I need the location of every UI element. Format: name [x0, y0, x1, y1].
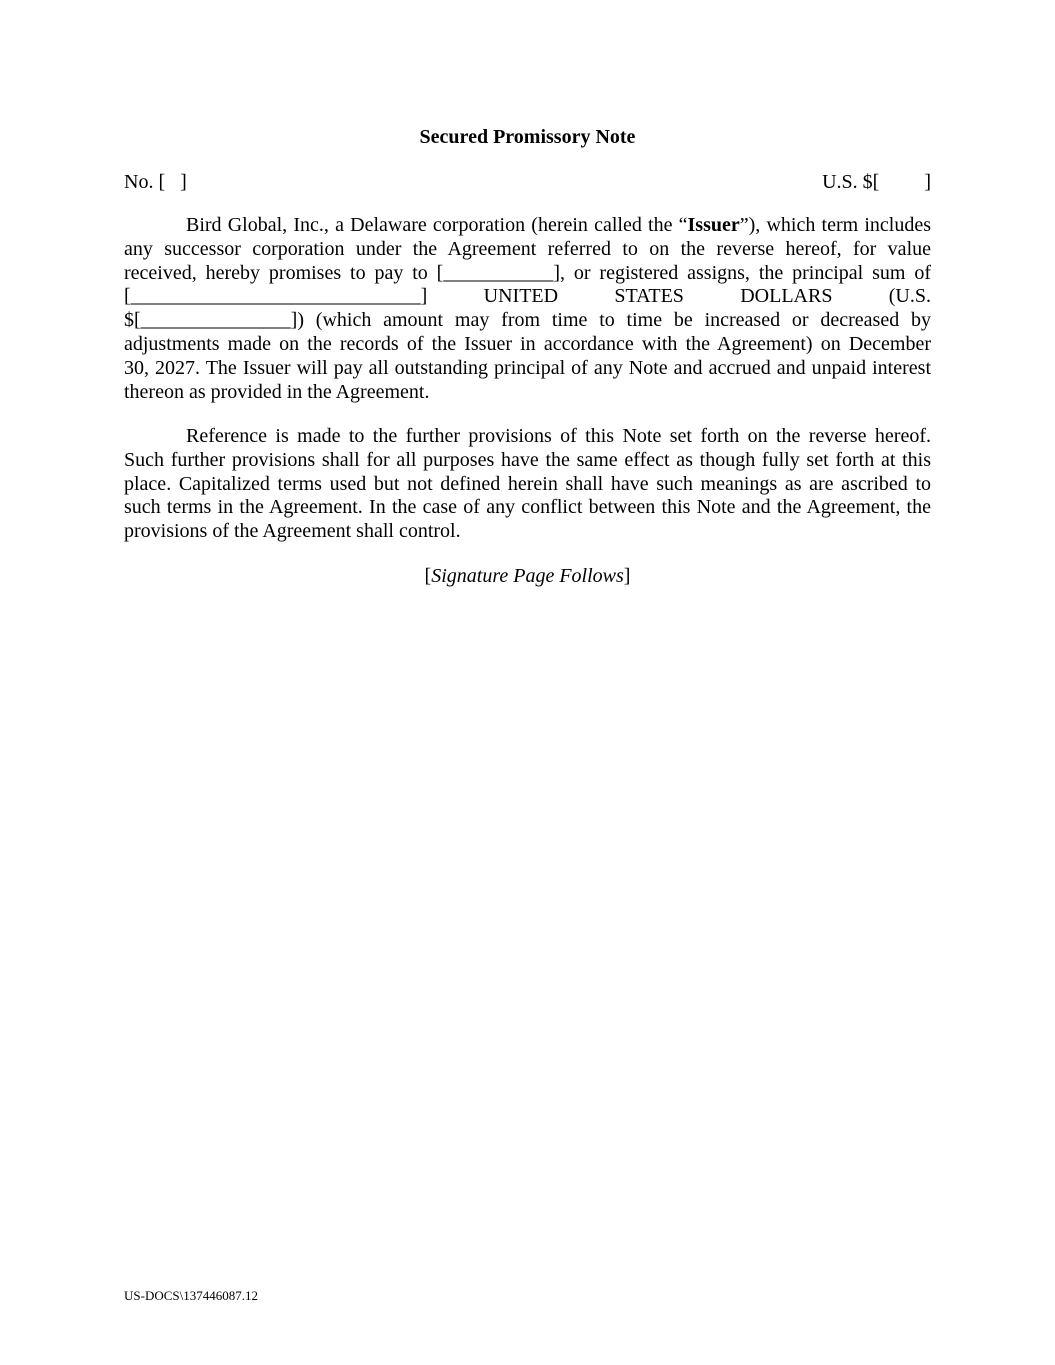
paragraph-line: place. Capitalized terms used but not defined herein shall have such meanings as are ascribed to [124, 472, 931, 495]
page-title: Secured Promissory Note [419, 126, 636, 148]
paragraph-line [124, 214, 931, 238]
bracket-open: [ [424, 565, 432, 587]
signature-page-note [0, 564, 1055, 588]
issuer-paragraph [124, 214, 931, 404]
note-header-row [124, 170, 931, 194]
bracket-close: ] [623, 565, 631, 587]
document-footer-id: US-DOCS\137446087.12 [124, 1288, 258, 1303]
signature-note-text: Signature Page Follows [431, 565, 624, 587]
paragraph-line: $[_______________]) (which amount may from time to time be increased or decreased by [124, 309, 931, 332]
paragraph-line: Reference is made to the further provisions of this Note set forth on the reverse hereof. [186, 425, 931, 447]
paragraph-line: any successor corporation under the Agreement referred to on the reverse hereof, for value [124, 237, 931, 260]
note-number: No. [ ] [124, 171, 187, 193]
reference-paragraph [124, 425, 931, 544]
note-amount: U.S. $[ ] [822, 171, 931, 193]
line-text: ”), which term includes [739, 214, 932, 236]
paragraph-line: received, hereby promises to pay to [___________], or registered assigns, the principal sum of [124, 261, 931, 284]
paragraph-line: [_____________________________] UNITED STATES DOLLARS (U.S. [124, 285, 931, 308]
line-text: Bird Global, Inc., a Delaware corporation (herein called the “ [186, 214, 688, 236]
paragraph-line: such terms in the Agreement. In the case of any conflict between this Note and the Agreement, the [124, 496, 931, 519]
issuer-defined-term: Issuer [687, 214, 740, 236]
paragraph-line: provisions of the Agreement shall control. [124, 520, 461, 543]
paragraph-line: Such further provisions shall for all purposes have the same effect as though fully set forth at this [124, 448, 931, 471]
paragraph-line: thereon as provided in the Agreement. [124, 380, 430, 403]
paragraph-line: adjustments made on the records of the Issuer in accordance with the Agreement) on December [124, 332, 931, 355]
paragraph-line: 30, 2027. The Issuer will pay all outstanding principal of any Note and accrued and unpaid interest [124, 356, 931, 379]
